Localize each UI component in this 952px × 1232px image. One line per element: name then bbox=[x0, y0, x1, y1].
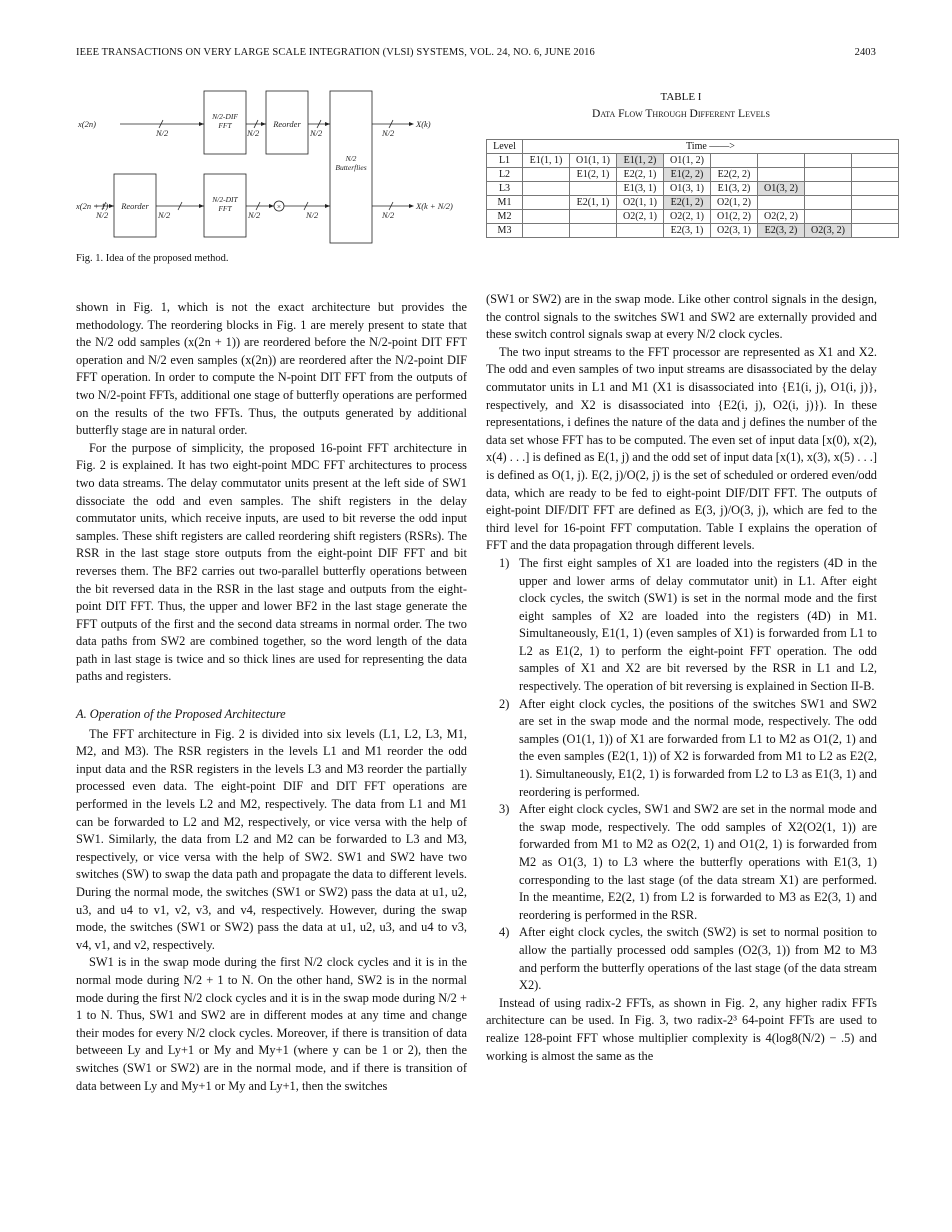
right-column bbox=[486, 291, 877, 1065]
dit-fft-label-2: FFT bbox=[218, 204, 232, 213]
table-cell: O1(1, 1) bbox=[570, 154, 617, 168]
dif-fft-label-1: N/2-DIF bbox=[212, 112, 238, 121]
table-cell bbox=[805, 168, 852, 182]
paragraph: The two input streams to the FFT processor are represented as X1 and X2. The odd and even samples of two input streams are disassociated by the delay commutator units in L1 and M1 (X1 is disassociated into {E1(i, j), O1(i, j)}, respectively, and X2 is disassociated into {E2(i, j), O2(i, j)}). In these representations, i defines the nature of the data and j defines the number of the data set whose FFT has to be computed. The even set of input data [x(0), x(2), x(4) . . .] is defined as E(1, j) and the odd set of input data [x(1), x(3), x(5) . . .] is defined as O(1, j). E(2, j)/O(2, j) is the set of scheduled or ordered even/odd data, which are ready to be fed to eight-point DIF/DIT FFT. The outputs of eight-point DIF/DIT FFT are defined as E(3, j)/O(3, j), which are fed to the third level for 16-point FFT computation. Table I explains the operation of FFT and the data propagation through different levels. bbox=[486, 344, 877, 553]
bus-width-label: N/2 bbox=[310, 128, 323, 138]
reorder-label-bottom: Reorder bbox=[121, 201, 149, 211]
table-cell bbox=[758, 196, 805, 210]
table-cell: O2(2, 2) bbox=[758, 210, 805, 224]
dit-fft-label-1: N/2-DIT bbox=[212, 195, 238, 204]
table-cell bbox=[523, 196, 570, 210]
table-cell bbox=[852, 168, 899, 182]
table-cell bbox=[805, 210, 852, 224]
table-cell bbox=[805, 196, 852, 210]
table-cell bbox=[852, 154, 899, 168]
table-level-cell: M3 bbox=[487, 224, 523, 238]
table-cell: O2(2, 1) bbox=[664, 210, 711, 224]
table-cell bbox=[570, 224, 617, 238]
input-bottom-label: x(2n + 1) bbox=[76, 201, 109, 211]
journal-header: IEEE TRANSACTIONS ON VERY LARGE SCALE INTEGRATION (VLSI) SYSTEMS, VOL. 24, NO. 6, JUNE 2016 bbox=[76, 47, 595, 58]
table-cell bbox=[805, 154, 852, 168]
input-top-label: x(2n) bbox=[78, 119, 96, 129]
table-row bbox=[487, 154, 899, 168]
multiplier-symbol: × bbox=[276, 202, 282, 211]
table-cell: E2(1, 1) bbox=[570, 196, 617, 210]
table-cell bbox=[523, 210, 570, 224]
list-item: 1) The first eight samples of X1 are loaded into the registers (4D in the upper and lower arms of delay commutator unit) in L1. After eight clock cycles, the switch (SW1) is set in the normal mode and the first eight samples of X2 are loaded into the registers (4D) in M1. Simultaneously, E1(1, 1) (even samples of X1) is forwarded from L1 to L2 as E1(2, 1) to perform the eight-point FFT operation. The odd samples of X1 and X2 are bit reversed by the RSR in L1 and L2, respectively. The operation of bit reversing is explained in Section II-B. bbox=[499, 555, 877, 694]
table-cell: O2(1, 2) bbox=[711, 196, 758, 210]
table-cell: E1(1, 1) bbox=[523, 154, 570, 168]
bus-width-label: N/2 bbox=[306, 210, 319, 220]
table-cell bbox=[758, 168, 805, 182]
table-cell: E1(3, 2) bbox=[711, 182, 758, 196]
bus-width-label: N/2 bbox=[156, 128, 169, 138]
table-cell: O1(3, 2) bbox=[758, 182, 805, 196]
bus-width-label: N/2 bbox=[382, 128, 395, 138]
table-row bbox=[487, 182, 899, 196]
table-level-cell: L1 bbox=[487, 154, 523, 168]
table-cell: O1(2, 2) bbox=[711, 210, 758, 224]
paragraph: shown in Fig. 1, which is not the exact architecture but provides the methodology. The reordering blocks in Fig. 1 are merely present to state that the N/2 odd samples (x(2n + 1)) are reordered before the N/2-point DIT FFT operation and N/2 even samples (x(2n)) are reordered after the N/2-point DIF FFT operation. In order to compute the N-point DIT FFT from the outputs of two N/2-point FFTs, additional one stage of butterfly operations are performed on the results of the two FFTs. Thus, the outputs generated by additional butterfly stage are in natural order. bbox=[76, 300, 467, 438]
left-column bbox=[76, 299, 467, 1095]
table-cell bbox=[523, 182, 570, 196]
table-level-cell: L3 bbox=[487, 182, 523, 196]
bus-width-label: N/2 bbox=[247, 128, 260, 138]
list-item: 4) After eight clock cycles, the switch (SW2) is set to normal position to allow the partially processed odd samples (O2(3, 1)) from M2 to M3 and perform the butterfly operations of the last stage (of the data stream X2). bbox=[499, 925, 877, 993]
table-header-time: Time ——> bbox=[523, 140, 899, 154]
table-cell: E2(3, 2) bbox=[758, 224, 805, 238]
bus-width-label: N/2 bbox=[382, 210, 395, 220]
paragraph: (SW1 or SW2) are in the swap mode. Like other control signals in the design, the control signals to the switches SW1 and SW2 are externally provided and these switch control signals swap at every N/2 clock cycles. bbox=[486, 292, 877, 342]
table-level-cell: M1 bbox=[487, 196, 523, 210]
table-cell: O2(2, 1) bbox=[617, 210, 664, 224]
dif-fft-label-2: FFT bbox=[218, 121, 232, 130]
reorder-label-top: Reorder bbox=[273, 119, 301, 129]
data-flow-table bbox=[486, 139, 899, 238]
table-number: TABLE I bbox=[660, 91, 702, 103]
table-row bbox=[487, 210, 899, 224]
bus-width-label: N/2 bbox=[96, 210, 109, 220]
table-cell bbox=[852, 182, 899, 196]
operation-steps-list bbox=[486, 555, 877, 995]
table-cell: O1(1, 2) bbox=[664, 154, 711, 168]
output-bottom-label: X(k + N/2) bbox=[416, 201, 453, 211]
butterflies-label-1: N/2 bbox=[345, 154, 357, 163]
table-cell: E1(1, 2) bbox=[617, 154, 664, 168]
output-top-label: X(k) bbox=[416, 119, 431, 129]
figure-1-diagram bbox=[76, 78, 476, 248]
bus-width-label: N/2 bbox=[248, 210, 261, 220]
paragraph: SW1 is in the swap mode during the first N/2 clock cycles and it is in the normal mode during N/2 + 1 to N. On the other hand, SW2 is in the normal mode during the first N/2 clock cycles and it is in the swap mode during N/2 + 1 to N. Thus, SW1 and SW2 are in different modes at any time and change their modes for every N/2 clock cycles. Moreover, if there is transition of data betweeen Ly and Ly+1 or My and My+1 (where y can be 1 or 2), then the switches (SW1 or SW2) are in the normal mode, and if there is transition of data between Ly and My+1 or My and Ly+1, then the switches bbox=[76, 955, 467, 1093]
table-cell: O2(1, 1) bbox=[617, 196, 664, 210]
page-number: 2403 bbox=[854, 47, 876, 58]
table-level-cell: L2 bbox=[487, 168, 523, 182]
table-cell bbox=[617, 224, 664, 238]
table-cell: E1(3, 1) bbox=[617, 182, 664, 196]
table-row bbox=[487, 196, 899, 210]
table-header-level: Level bbox=[487, 140, 523, 154]
table-cell bbox=[570, 182, 617, 196]
list-item: 2) After eight clock cycles, the positions of the switches SW1 and SW2 are set in the swap mode and the normal mode, respectively. The odd samples (O1(1, 1)) of X1 are forwarded from L1 to M2 as O1(2, 1) and the even samples (E2(1, 1)) of X2 is forwarded from M1 to L2 as E2(2, 1). Simultaneously, E1(2, 1) is forwarded from L2 to L3 as E1(3, 1) and reordering is performed. bbox=[499, 696, 877, 799]
figure-1-caption: Fig. 1. Idea of the proposed method. bbox=[76, 253, 229, 264]
table-cell bbox=[758, 154, 805, 168]
table-cell bbox=[852, 224, 899, 238]
table-cell bbox=[852, 196, 899, 210]
paragraph: The FFT architecture in Fig. 2 is divided into six levels (L1, L2, L3, M1, M2, and M3). The RSR registers in the levels L1 and M1 reorder the odd input data and the RSR registers in the levels L3 and M3 reorder the partially processed even data. The eight-point DIF and DIT FFT operations are performed in the levels L2 and M2, respectively. The data from L1 and M1 can be forwarded to L2 and M2, respectively, or vice versa with the help of SW1. Similarly, the data from L2 and M2 can be forwarded to L3 and M3, respectively, or vice versa with the help of SW2. SW1 and SW2 have two switches (SW) to swap the data path and propagate the data to different levels. During the normal mode, the switches (SW1 or SW2) pass the data at u1, u2, u3, and u4 to v1, v2, v3, and v4, respectively. However, during the swap mode, the switches (SW1 or SW2) pass the data at u1, u2, u3, and u4 to v3, v4, v1, and v2, respectively. bbox=[76, 726, 467, 952]
table-title: Data Flow Through Different Levels bbox=[592, 108, 770, 120]
table-cell: O2(3, 2) bbox=[805, 224, 852, 238]
butterflies-label-2: Butterflies bbox=[335, 163, 367, 172]
table-cell bbox=[570, 210, 617, 224]
table-cell: O1(3, 1) bbox=[664, 182, 711, 196]
table-cell: E1(2, 2) bbox=[664, 168, 711, 182]
table-cell: E1(2, 1) bbox=[570, 168, 617, 182]
table-cell bbox=[523, 168, 570, 182]
bus-width-label: N/2 bbox=[158, 210, 171, 220]
table-cell: E2(2, 2) bbox=[711, 168, 758, 182]
table-cell: O2(3, 1) bbox=[711, 224, 758, 238]
table-row bbox=[487, 168, 899, 182]
list-item: 3) After eight clock cycles, SW1 and SW2 are set in the normal mode and the swap mode, respectively. The odd samples of X2(O2(1, 1)) are forwarded from M1 to M2 as O2(2, 1) and O1(2, 1) is forwarded from M2 as O1(3, 1) to L3 where the butterfly operations with E1(3, 1) corresponding to the last stage (of the data stream X1) are performed. In the meantime, E2(2, 1) from L2 is forwarded to M3 as E2(3, 1) and reordering is performed in the RSR. bbox=[499, 802, 877, 922]
table-cell bbox=[805, 182, 852, 196]
table-level-cell: M2 bbox=[487, 210, 523, 224]
table-cell: E2(1, 2) bbox=[664, 196, 711, 210]
table-cell: E2(2, 1) bbox=[617, 168, 664, 182]
paragraph: Instead of using radix-2 FFTs, as shown in Fig. 2, any higher radix FFTs architecture can be used. In Fig. 3, two radix-2³ 64-point FFTs are used to realize 128-point FFT whose multiplier complexity is 4(log8(N/2) − .5) and working is almost the same as the bbox=[486, 995, 877, 1063]
table-cell bbox=[523, 224, 570, 238]
table-header-row bbox=[487, 140, 899, 154]
table-cell bbox=[852, 210, 899, 224]
paragraph: For the purpose of simplicity, the proposed 16-point FFT architecture in Fig. 2 is explained. It has two eight-point MDC FFT architectures to process two data streams. The delay commutator units present at the left side of SW1 dissociate the odd and even samples. The shift registers in the delay commutator units, which receive inputs, are used to bit reverse the odd input samples. These shift registers are called reordering shift registers (RSRs). The RSR in the last stage store outputs from the eight-point DIF FFT and bit reverses them. The BF2 carries out two-parallel butterfly operations between the bit reversed data in the RSR in the last stage and outputs from the eight-point DIT FFT. Thus, the upper and lower BF2 in the last stage generate the FFT outputs of the first and the second data streams in normal order. The two data paths from SW2 are combined together, so the word length of the data path in last stage is twice and so thick lines are used for representing the data paths and registers. bbox=[76, 440, 467, 684]
section-heading: A. Operation of the Proposed Architecture bbox=[76, 707, 286, 722]
table-cell bbox=[711, 154, 758, 168]
table-row bbox=[487, 224, 899, 238]
table-cell: E2(3, 1) bbox=[664, 224, 711, 238]
